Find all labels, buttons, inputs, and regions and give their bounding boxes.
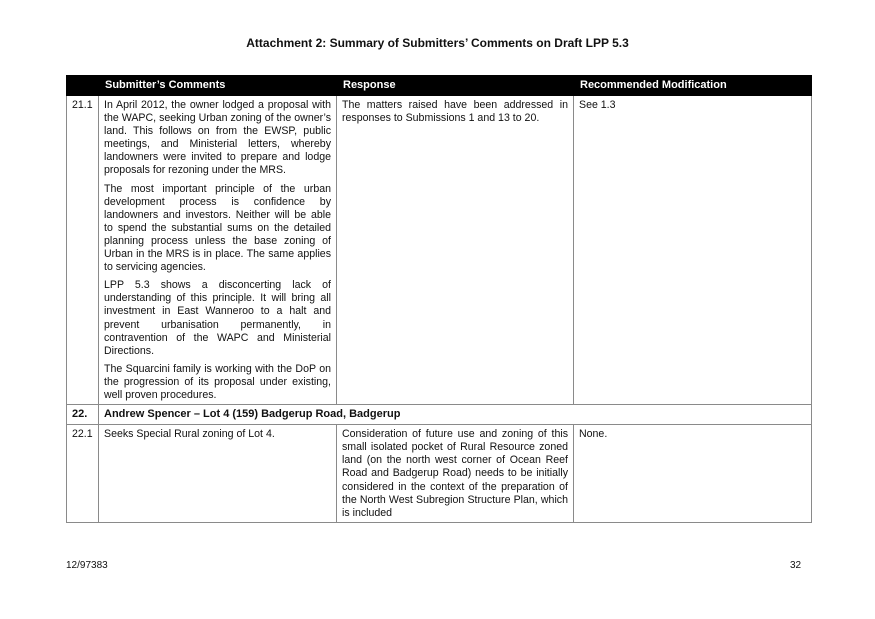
- section-row: [67, 405, 812, 425]
- table-header-row: [67, 76, 812, 96]
- section-title: Andrew Spencer – Lot 4 (159) Badgerup Road, Badgerup: [99, 405, 812, 425]
- row-number: 21.1: [67, 96, 99, 405]
- submitter-comments-cell: [99, 425, 337, 523]
- comment-paragraph: The Squarcini family is working with the DoP on the progression of its proposal under existing, well proven procedures.: [104, 362, 331, 401]
- header-submitters-comments: Submitter’s Comments: [99, 76, 337, 96]
- table-row: [67, 425, 812, 523]
- modification-cell: None.: [574, 425, 812, 523]
- response-cell: [337, 96, 574, 405]
- response-text: The matters raised have been addressed in responses to Submissions 1 and 13 to 20.: [342, 99, 568, 125]
- submitter-comments-cell: [99, 96, 337, 405]
- row-number: 22.1: [67, 425, 99, 523]
- submissions-table: [66, 75, 812, 523]
- header-recommended-modification: Recommended Modification: [574, 76, 812, 96]
- comment-paragraph: LPP 5.3 shows a disconcerting lack of understanding of this principle. It will bring all investment in East Wanneroo to a halt and prevent urbanisation permanently, in contravention of the WAPC and Ministerial Directions.: [104, 279, 331, 357]
- comment-paragraph: Seeks Special Rural zoning of Lot 4.: [104, 428, 275, 441]
- response-text: Consideration of future use and zoning of this small isolated pocket of Rural Resource zoned land (on the north west corner of Ocean Reef Road and Badgerup Road) needs to be initially considered in the context of the preparation of the North West Subregion Structure Plan, which is included: [342, 428, 568, 519]
- comment-paragraph: In April 2012, the owner lodged a proposal with the WAPC, seeking Urban zoning of the owner’s land. This follows on from the EWSP, public meetings, and Ministerial letters, whereby landowners were invited to prepare and lodge proposals for rezoning under the MRS.: [104, 99, 331, 177]
- modification-cell: See 1.3: [574, 96, 812, 405]
- document-reference: 12/97383: [66, 560, 108, 571]
- response-cell: [337, 425, 574, 523]
- table-row: [67, 96, 812, 405]
- section-number: 22.: [67, 405, 99, 425]
- document-title: Attachment 2: Summary of Submitters’ Comments on Draft LPP 5.3: [246, 36, 629, 50]
- page-number: 32: [790, 560, 802, 571]
- comment-paragraph: The most important principle of the urban development process is confidence by landowners and investors. Neither will be able to spend the substantial sums on the detailed planning process unless the base zoning of Urban in the MRS is in place. The same applies to servicing agencies.: [104, 182, 331, 274]
- header-response: Response: [337, 76, 574, 96]
- header-number: [67, 76, 99, 96]
